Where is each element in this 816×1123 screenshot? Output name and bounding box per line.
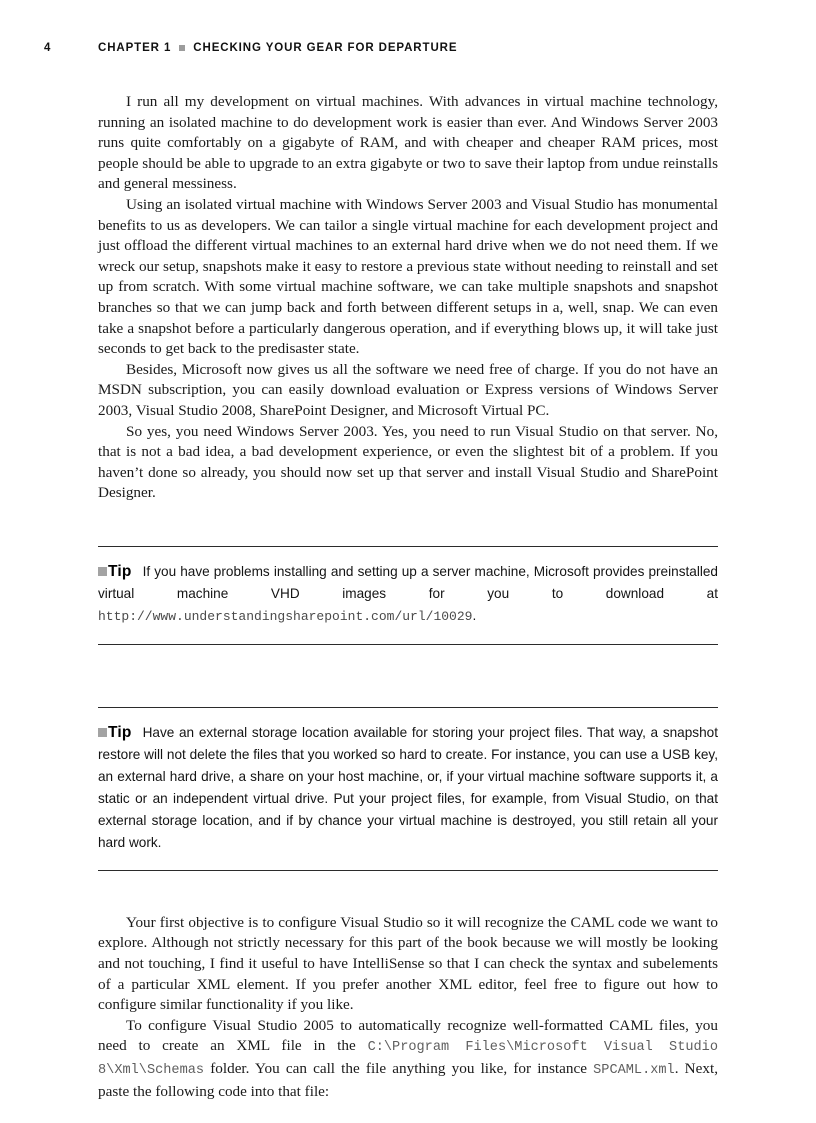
text-run: Your first objective is to configure Visual Studio so it will recognize the CAML code we want to explore. Although not strictly necessary for this part of the book because we will mostly be looking and not touching, I find it useful to have IntelliSense so that I can check the syntax and subelements of a particular XML element. If you prefer another XML editor, feel free to figure out how to configure similar functionality if you like. — [98, 913, 718, 1014]
text-run: Besides, Microsoft now gives us all the software we need free of charge. If you do not have an MSDN subscription, you can easily download evaluation or Express versions of Windows Server 2003, Visual Studio 2008, SharePoint Designer, and Microsoft Virtual PC. — [98, 360, 718, 419]
page-number: 4 — [44, 42, 52, 54]
paragraph — [98, 360, 718, 422]
page-content — [98, 92, 718, 1102]
tip-box — [98, 707, 718, 871]
chapter-label: CHAPTER 1 — [98, 42, 172, 54]
paragraph — [98, 195, 718, 360]
text-run: If you have problems installing and setting up a server machine, Microsoft provides preinstalled virtual machine VHD images for you to download at — [98, 563, 718, 601]
running-header — [44, 0, 816, 54]
paragraph — [98, 422, 718, 504]
inline-code: C:\Program Files\Microsoft Visual Studio 8\Xml\Schemas — [98, 1040, 718, 1079]
text-run: I run all my development on virtual machines. With advances in virtual machine technology, running an isolated machine to do development work is easier than ever. And Windows Server 2003 runs quite comfortably on a gigabyte of RAM, and with cheaper and cheaper RAM prices, most people should be able to upgrade to an extra gigabyte or two to save their laptop from undue reinstalls and general messiness. — [98, 93, 718, 193]
text-run: Have an external storage location available for storing your project files. That way, a snapshot restore will not delete the files that you worked so hard to create. For instance, you can use a USB key, an external hard drive, a share on your host machine, or, if your virtual machine software supports it, a static or an independent virtual drive. Put your project files, for example, from Visual Studio, on that external storage location, and if by chance your virtual machine is destroyed, you still retain all your hard work. — [98, 724, 718, 850]
tip-box — [98, 546, 718, 645]
text-run: . — [472, 607, 477, 623]
inline-code: SPCAML.xml — [593, 1063, 675, 1079]
text-run: To configure Visual Studio 2005 to automatically recognize well-formatted CAML files, you need to create an XML file in the — [98, 1016, 718, 1055]
paragraph — [98, 92, 718, 195]
chapter-title: CHECKING YOUR GEAR FOR DEPARTURE — [193, 42, 458, 54]
paragraph — [98, 913, 718, 1016]
tip-square-icon — [98, 567, 107, 576]
text-run: folder. You can call the file anything you like, for instance — [204, 1060, 594, 1078]
tip-label: Tip — [108, 723, 132, 741]
tip-label: Tip — [108, 562, 132, 580]
paragraph — [98, 1016, 718, 1102]
text-run: . Next, paste the following code into that file: — [98, 1060, 718, 1100]
square-separator-icon — [179, 45, 185, 51]
text-run: So yes, you need Windows Server 2003. Yes, you need to run Visual Studio on that server. No, that is not a bad idea, a bad development experience, or even the slightest bit of a problem. If you haven’t done so already, you should now set up that server and install Visual Studio and SharePoint Designer. — [98, 422, 718, 502]
inline-code: http://www.understandingsharepoint.com/url/10029 — [98, 608, 473, 624]
tip-square-icon — [98, 728, 107, 737]
text-run: Using an isolated virtual machine with Windows Server 2003 and Visual Studio has monumental benefits to us as developers. We can tailor a single virtual machine for each development project and just offload the different virtual machines to an external hard drive when we do not need them. If we wreck our setup, snapshots make it easy to restore a previous state without needing to reinstall and set up from scratch. With some virtual machine software, we can take multiple snapshots and snapshot branches so that we can jump back and forth between different setups in a, well, snap. We can even take a snapshot before a particularly dangerous operation, and if everything blows up, it will take just seconds to get back to the predisaster state. — [98, 195, 718, 358]
